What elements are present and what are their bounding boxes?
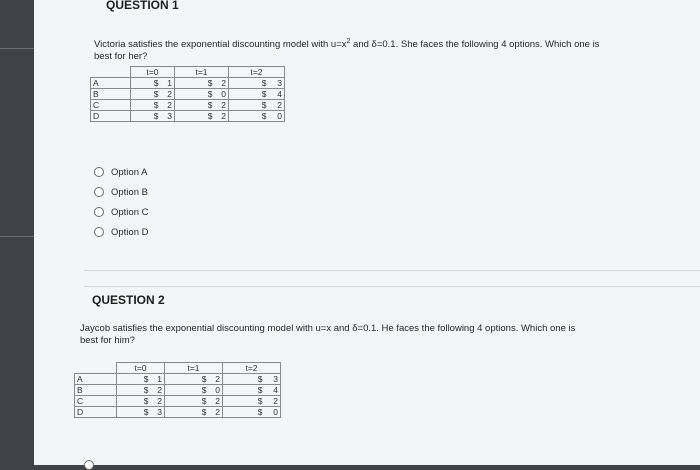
currency-cell: $: [229, 78, 269, 89]
answer-label: Option D: [111, 226, 149, 238]
currency-cell: $: [175, 78, 215, 89]
header-t2: t=2: [229, 67, 285, 78]
currency-cell: $: [175, 100, 215, 111]
question-1-text-line1-rest: and δ=0.1. She faces the following 4 options. Which one is: [350, 39, 600, 51]
question-2-text-line2: best for him?: [80, 335, 135, 346]
table-row: [91, 111, 285, 122]
value-cell: 0: [209, 385, 223, 396]
currency-cell: $: [229, 111, 269, 122]
row-label: B: [75, 385, 117, 396]
currency-cell: $: [117, 385, 151, 396]
currency-cell: $: [229, 100, 269, 111]
section-divider: [84, 286, 700, 287]
value-cell: 0: [215, 89, 229, 100]
answer-label: Option C: [111, 206, 149, 218]
question-1-text-line1: Victoria satisfies the exponential discounting model with u=x: [94, 39, 347, 51]
answer-option-d[interactable]: [94, 222, 149, 242]
question-2-text-line1: Jaycob satisfies the exponential discounting model with u=x and δ=0.1. He faces the following 4 options. Which one is: [80, 323, 576, 334]
row-label: D: [91, 111, 131, 122]
value-cell: 1: [151, 374, 165, 385]
quiz-page: [34, 0, 700, 465]
table-header-row: [91, 67, 285, 78]
currency-cell: $: [131, 89, 161, 100]
value-cell: 2: [151, 396, 165, 407]
question-1-text-line2: best for her?: [94, 51, 148, 63]
value-cell: 0: [269, 111, 285, 122]
question-1-answer-list: [94, 162, 149, 242]
currency-cell: $: [223, 407, 265, 418]
row-label: A: [75, 374, 117, 385]
table-row: [75, 385, 281, 396]
left-panel-edge: [0, 236, 34, 237]
value-cell: 2: [209, 396, 223, 407]
value-cell: 2: [209, 374, 223, 385]
header-t2: t=2: [223, 363, 281, 374]
currency-cell: $: [229, 89, 269, 100]
table-row: [75, 407, 281, 418]
value-cell: 2: [265, 396, 281, 407]
question-2-options-table: [74, 362, 281, 418]
question-2-title: QUESTION 2: [92, 293, 165, 307]
value-cell: 2: [215, 100, 229, 111]
currency-cell: $: [175, 111, 215, 122]
value-cell: 3: [265, 374, 281, 385]
radio-button[interactable]: [94, 207, 104, 217]
currency-cell: $: [223, 385, 265, 396]
row-label: A: [91, 78, 131, 89]
currency-cell: $: [117, 374, 151, 385]
value-cell: 2: [161, 100, 175, 111]
currency-cell: $: [165, 385, 209, 396]
question-1-title: QUESTION 1: [106, 0, 179, 12]
value-cell: 2: [161, 89, 175, 100]
currency-cell: $: [223, 396, 265, 407]
table-row: [91, 78, 285, 89]
currency-cell: $: [117, 407, 151, 418]
currency-cell: $: [131, 100, 161, 111]
answer-label: Option A: [111, 166, 148, 178]
value-cell: 3: [161, 111, 175, 122]
currency-cell: $: [175, 89, 215, 100]
row-label: C: [91, 100, 131, 111]
left-panel-edge: [0, 48, 34, 49]
value-cell: 2: [209, 407, 223, 418]
value-cell: 3: [269, 78, 285, 89]
header-t1: t=1: [175, 67, 229, 78]
table-header-row: [75, 363, 281, 374]
question-2-text: [80, 323, 680, 347]
header-t1: t=1: [165, 363, 223, 374]
currency-cell: $: [131, 111, 161, 122]
radio-button[interactable]: [94, 167, 104, 177]
table-row: [75, 374, 281, 385]
radio-button[interactable]: [84, 460, 94, 470]
value-cell: 4: [269, 89, 285, 100]
answer-label: Option B: [111, 186, 148, 198]
header-t0: t=0: [131, 67, 175, 78]
radio-button[interactable]: [94, 187, 104, 197]
table-row: [75, 396, 281, 407]
question-1-text: [94, 36, 599, 63]
answer-option-a[interactable]: [94, 162, 149, 182]
table-row: [91, 89, 285, 100]
answer-option-b[interactable]: [94, 182, 149, 202]
exponent: 2: [346, 38, 351, 45]
radio-button[interactable]: [94, 227, 104, 237]
value-cell: 4: [265, 385, 281, 396]
row-label: B: [91, 89, 131, 100]
value-cell: 3: [151, 407, 165, 418]
value-cell: 2: [215, 111, 229, 122]
value-cell: 0: [265, 407, 281, 418]
table-row: [91, 100, 285, 111]
value-cell: 2: [215, 78, 229, 89]
value-cell: 2: [269, 100, 285, 111]
value-cell: 1: [161, 78, 175, 89]
currency-cell: $: [131, 78, 161, 89]
currency-cell: $: [117, 396, 151, 407]
header-t0: t=0: [117, 363, 165, 374]
currency-cell: $: [165, 374, 209, 385]
row-label: D: [75, 407, 117, 418]
currency-cell: $: [223, 374, 265, 385]
question-1-options-table: [90, 66, 285, 122]
currency-cell: $: [165, 396, 209, 407]
currency-cell: $: [165, 407, 209, 418]
value-cell: 2: [151, 385, 165, 396]
answer-option-c[interactable]: [94, 202, 149, 222]
section-divider: [84, 270, 700, 271]
row-label: C: [75, 396, 117, 407]
